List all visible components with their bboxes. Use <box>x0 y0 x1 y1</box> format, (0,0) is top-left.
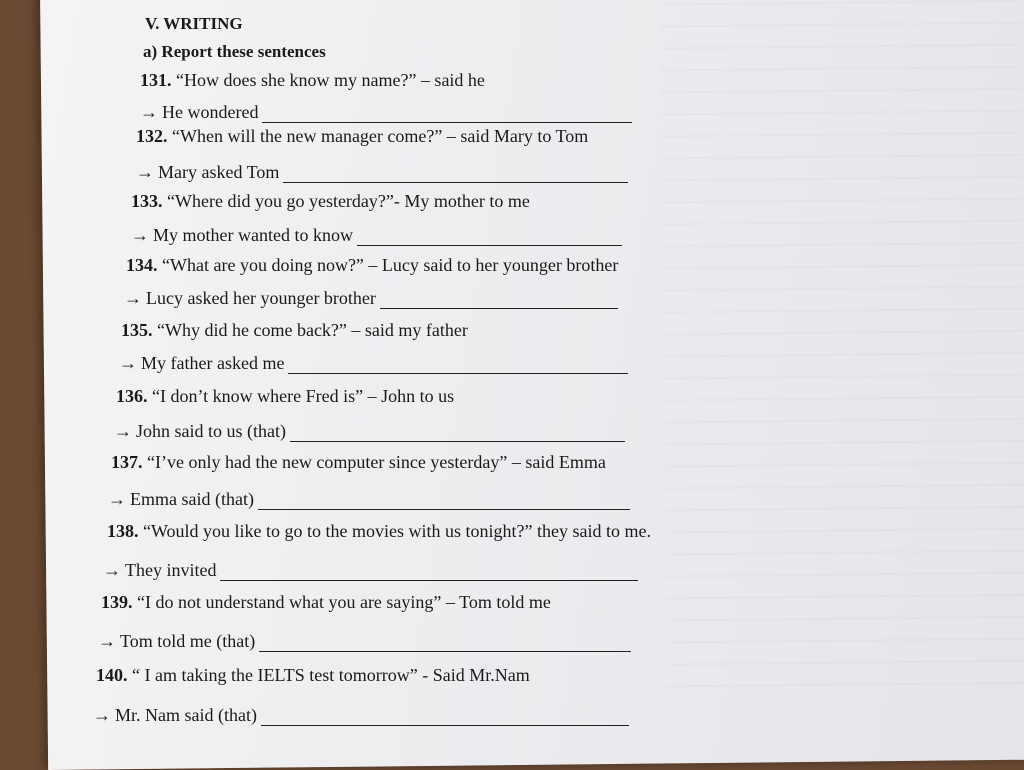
answer-start: Mary asked Tom <box>158 162 280 182</box>
question-140 <box>96 665 530 686</box>
section-title: V. WRITING <box>145 14 243 33</box>
answer-blank[interactable] <box>262 121 632 123</box>
answer-blank[interactable] <box>258 508 630 510</box>
question-number: 137. <box>111 452 143 472</box>
answer-start: Lucy asked her younger brother <box>146 288 376 308</box>
question-number: 134. <box>126 255 158 275</box>
question-prompt: “I’ve only had the new computer since yesterday” – said Emma <box>147 452 606 472</box>
answer-134 <box>124 288 618 309</box>
answer-start: My father asked me <box>141 353 285 373</box>
answer-132 <box>136 162 628 183</box>
question-135 <box>121 320 468 341</box>
arrow-icon: → <box>103 560 121 580</box>
question-132 <box>136 126 588 147</box>
answer-137 <box>108 489 630 510</box>
arrow-icon: → <box>114 421 132 441</box>
question-134 <box>126 255 618 276</box>
arrow-icon: → <box>93 705 111 725</box>
question-133 <box>131 191 530 212</box>
answer-blank[interactable] <box>220 579 638 581</box>
answer-start: John said to us (that) <box>136 421 286 441</box>
question-131 <box>140 70 485 91</box>
question-prompt: “How does she know my name?” – said he <box>176 70 485 90</box>
answer-blank[interactable] <box>283 181 628 183</box>
arrow-icon: → <box>119 353 137 373</box>
answer-blank[interactable] <box>380 307 618 309</box>
question-prompt: “Why did he come back?” – said my father <box>157 320 468 340</box>
question-prompt: “Would you like to go to the movies with us tonight?” they said to me. <box>143 521 651 541</box>
show-through-text <box>660 0 1024 703</box>
answer-140 <box>93 705 629 726</box>
answer-start: They invited <box>125 560 217 580</box>
answer-start: Tom told me (that) <box>120 631 256 651</box>
question-prompt: “ I am taking the IELTS test tomorrow” - Said Mr.Nam <box>132 665 530 685</box>
answer-131 <box>140 102 632 123</box>
answer-blank[interactable] <box>290 440 625 442</box>
question-number: 136. <box>116 386 148 406</box>
question-prompt: “What are you doing now?” – Lucy said to her younger brother <box>162 255 619 275</box>
question-number: 139. <box>101 592 133 612</box>
answer-blank[interactable] <box>259 650 631 652</box>
question-prompt: “I don’t know where Fred is” – John to us <box>152 386 455 406</box>
answer-start: He wondered <box>162 102 259 122</box>
answer-start: Emma said (that) <box>130 489 254 509</box>
arrow-icon: → <box>136 162 154 182</box>
question-136 <box>116 386 454 407</box>
answer-blank[interactable] <box>288 372 628 374</box>
arrow-icon: → <box>108 489 126 509</box>
answer-blank[interactable] <box>261 724 629 726</box>
arrow-icon: → <box>131 225 149 245</box>
part-title: a) Report these sentences <box>143 42 326 61</box>
answer-start: My mother wanted to know <box>153 225 353 245</box>
question-prompt: “I do not understand what you are saying” – Tom told me <box>137 592 551 612</box>
answer-start: Mr. Nam said (that) <box>115 705 257 725</box>
answer-135 <box>119 353 628 374</box>
answer-138 <box>103 560 638 581</box>
arrow-icon: → <box>140 102 158 122</box>
question-139 <box>101 592 551 613</box>
question-prompt: “When will the new manager come?” – said Mary to Tom <box>172 126 589 146</box>
arrow-icon: → <box>124 288 142 308</box>
question-number: 140. <box>96 665 128 685</box>
question-number: 133. <box>131 191 163 211</box>
arrow-icon: → <box>98 631 116 651</box>
question-number: 135. <box>121 320 153 340</box>
answer-blank[interactable] <box>357 244 622 246</box>
question-number: 131. <box>140 70 172 90</box>
question-prompt: “Where did you go yesterday?”- My mother to me <box>167 191 530 211</box>
question-number: 132. <box>136 126 168 146</box>
question-138 <box>107 521 651 542</box>
answer-133 <box>131 225 622 246</box>
question-number: 138. <box>107 521 139 541</box>
answer-136 <box>114 421 625 442</box>
question-137 <box>111 452 606 473</box>
answer-139 <box>98 631 631 652</box>
